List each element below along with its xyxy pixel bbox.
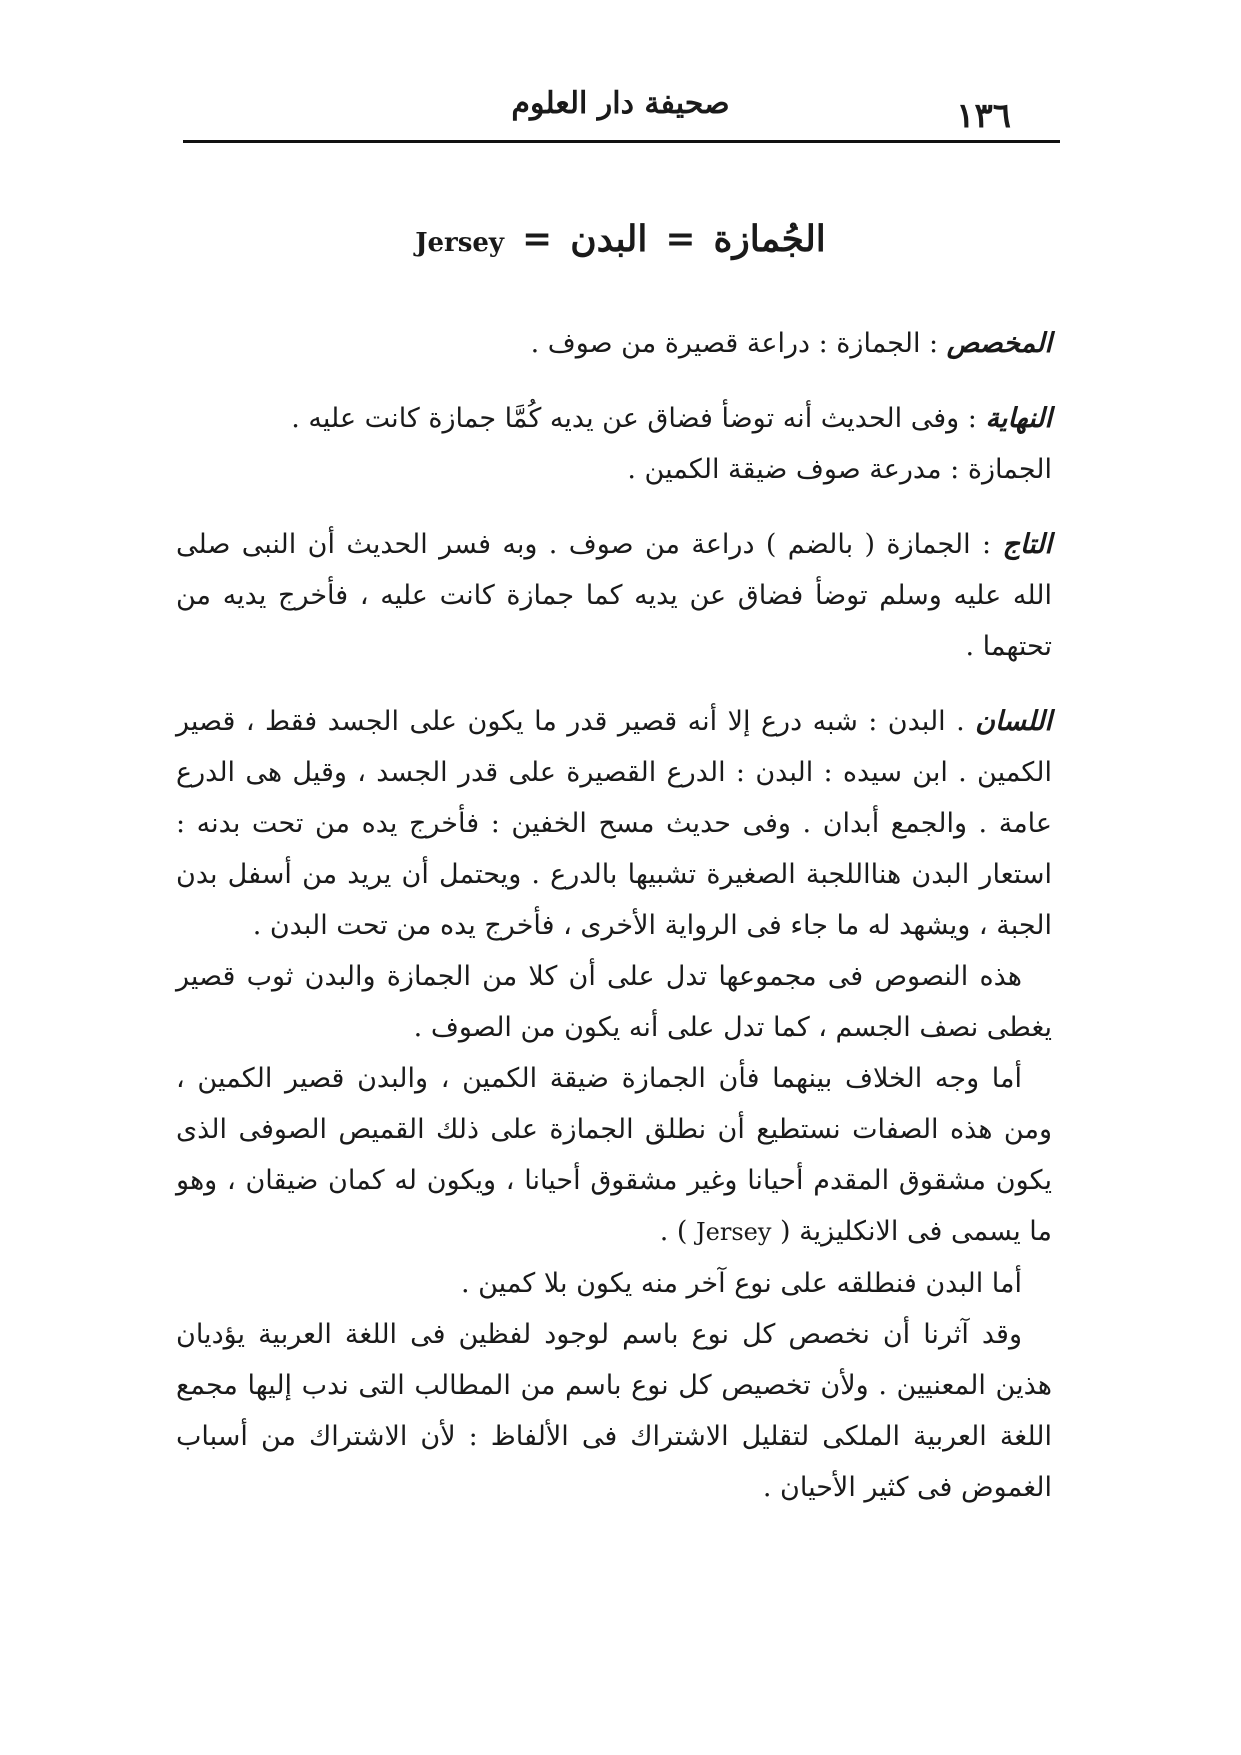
paragraph-difference-text: أما وجه الخلاف بينهما فأن الجمازة ضيقة الكمين ، والبدن قصير الكمين ، ومن هذه الصفات نستطيع أن نطلق الجمازة على ذلك القميص الصوفى الذى يكون مشقوق المقدم أحيانا وغير مشقوق أحيانا ، ويكون له كمان ضيقان ، وهو ما يسمى فى الانكليزية ( bbox=[176, 1063, 1052, 1247]
source-label-nihaya: النهاية bbox=[985, 403, 1052, 434]
entry-text-taj: : الجمازة ( بالضم ) دراعة من صوف . وبه فسر الحديث أن النبى صلى الله عليه وسلم توضأ فضاق عن يديه كما جمازة كانت عليه ، فأخرج يديه من تحتهما . bbox=[176, 529, 1052, 662]
entry-text-lisan: . البدن : شبه درع إلا أنه قصير قدر ما يكون على الجسد فقط ، قصير الكمين . ابن سيده : البدن : الدرع القصيرة على قدر الجسد ، وقيل هى الدرع عامة . والجمع أبدان . وفى حديث مسح الخفين : فأخرج يده من تحت بدنه : استعار البدن هنااللجبة الصغيرة تشبيها بالدرع . ويحتمل أن يريد من أسفل بدن الجبة ، ويشهد له ما جاء فى الرواية الأخرى ، فأخرج يده من تحت البدن . bbox=[176, 706, 1052, 941]
section-title bbox=[0, 218, 1241, 260]
entry-mukhassas bbox=[176, 318, 1052, 369]
entry-lisan bbox=[176, 696, 1052, 951]
title-term-jummaza: الجُمازة bbox=[713, 218, 826, 260]
entry-text-nihaya-2: الجمازة : مدرعة صوف ضيقة الكمين . bbox=[627, 454, 1052, 485]
title-equals-1: = bbox=[665, 218, 696, 260]
source-label-mukhassas: المخصص bbox=[946, 328, 1052, 359]
paragraph-difference bbox=[176, 1053, 1052, 1258]
source-label-lisan: اللسان bbox=[975, 706, 1052, 737]
paragraph-conclusion: وقد آثرنا أن نخصص كل نوع باسم لوجود لفظين فى اللغة العربية يؤديان هذين المعنيين . ولأن تخصيص كل نوع باسم من المطالب التى ندب إليها مجمع اللغة العربية الملكى لتقليل الاشتراك فى الألفاظ : لأن الاشتراك من أسباب الغموض فى كثير الأحيان . bbox=[176, 1319, 1052, 1503]
title-term-badan: البدن bbox=[570, 218, 648, 260]
entry-nihaya bbox=[176, 393, 1052, 444]
source-label-taj: التاج bbox=[1002, 529, 1052, 560]
title-equals-2: = bbox=[522, 218, 553, 260]
paragraph-difference-english: Jersey bbox=[696, 1218, 772, 1246]
running-title: صحيفة دار العلوم bbox=[511, 86, 730, 121]
article-body bbox=[176, 318, 1052, 1513]
page-number: ١٣٦ bbox=[956, 96, 1011, 136]
entry-text-mukhassas: : الجمازة : دراعة قصيرة من صوف . bbox=[530, 328, 939, 359]
paragraph-difference-end: ) . bbox=[659, 1216, 688, 1247]
entry-taj bbox=[176, 519, 1052, 672]
paragraph-badan: أما البدن فنطلقه على نوع آخر منه يكون بلا كمين . bbox=[460, 1268, 1022, 1299]
paragraph-summary: هذه النصوص فى مجموعها تدل على أن كلا من الجمازة والبدن ثوب قصير يغطى نصف الجسم ، كما تدل على أنه يكون من الصوف . bbox=[176, 961, 1052, 1043]
title-term-english: Jersey bbox=[415, 228, 505, 258]
entry-nihaya-continued bbox=[176, 444, 1052, 495]
entry-text-nihaya-1: : وفى الحديث أنه توضأ فضاق عن يديه كُمَّا جمازة كانت عليه . bbox=[291, 403, 977, 434]
header-rule bbox=[183, 140, 1060, 143]
